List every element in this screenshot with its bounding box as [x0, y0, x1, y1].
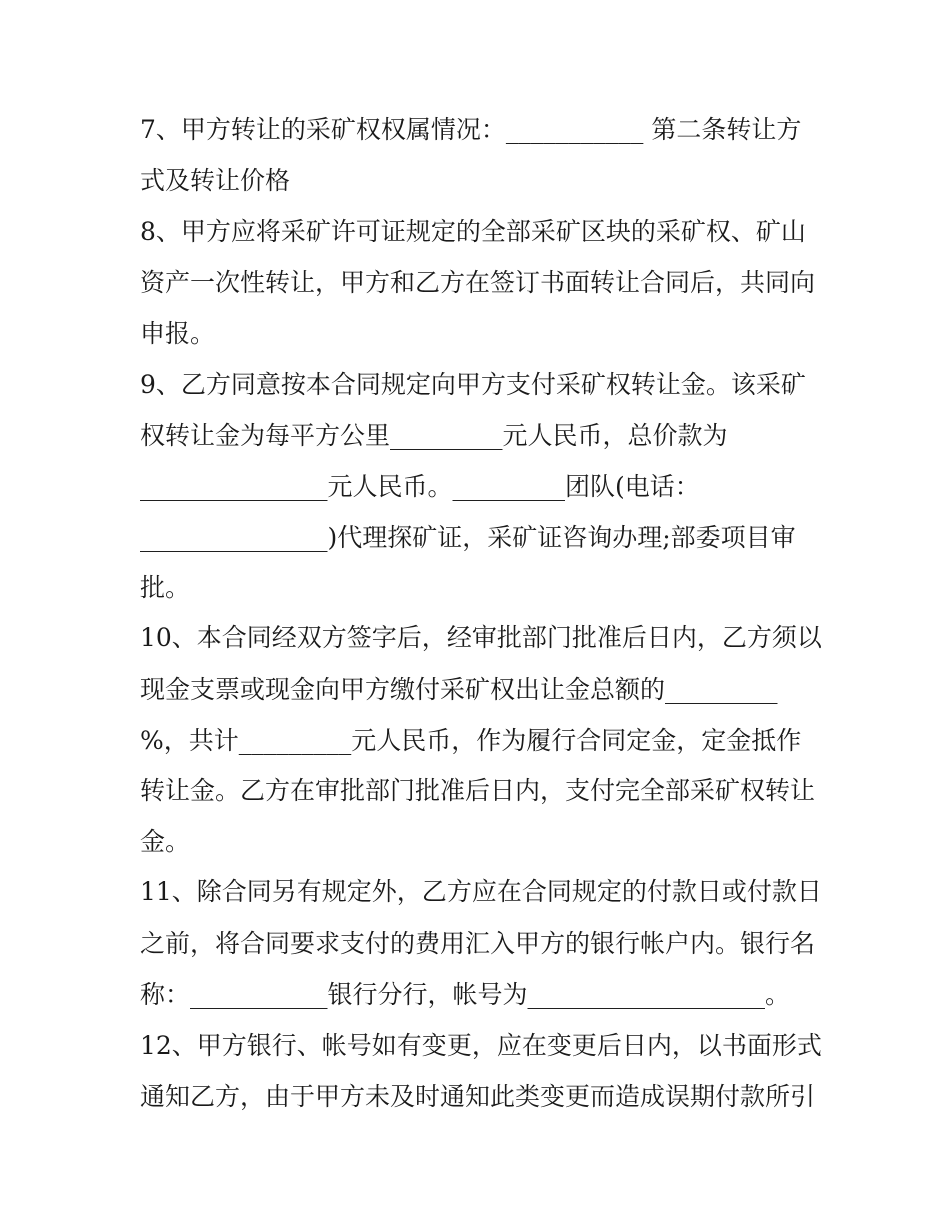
- text-line: 9、乙方同意按本合同规定向甲方支付采矿权转让金。该采矿: [140, 370, 806, 399]
- text-line: 11、除合同另有规定外，乙方应在合同规定的付款日或付款日: [140, 877, 822, 906]
- text-line: 7、甲方转让的采矿权权属情况：___________ 第二条转让方: [140, 115, 802, 144]
- text-line: 10、本合同经双方签字后，经审批部门批准后日内，乙方须以: [140, 623, 822, 652]
- text-line: 资产一次性转让，甲方和乙方在签订书面转让合同后，共同向: [140, 268, 816, 297]
- text-line: 8、甲方应将采矿许可证规定的全部采矿区块的采矿权、矿山: [140, 217, 806, 246]
- text-line: _______________)代理探矿证，采矿证咨询办理;部委项目审: [140, 523, 796, 552]
- text-line: 申报。: [140, 319, 216, 348]
- text-line: 式及转让价格: [140, 166, 291, 195]
- text-line: 12、甲方银行、帐号如有变更，应在变更后日内，以书面形式: [140, 1031, 822, 1060]
- text-line: %，共计_________元人民币，作为履行合同定金，定金抵作: [140, 726, 802, 755]
- text-line: 通知乙方，由于甲方未及时通知此类变更而造成误期付款所引: [140, 1082, 816, 1111]
- text-line: 现金支票或现金向甲方缴付采矿权出让金总额的_________: [140, 675, 778, 704]
- text-line: 权转让金为每平方公里_________元人民币，总价款为: [140, 421, 728, 450]
- text-line: 称：___________银行分行，帐号为___________________。: [140, 980, 791, 1009]
- text-line: 批。: [140, 573, 191, 602]
- text-line: 转让金。乙方在审批部门批准后日内，支付完全部采矿权转让: [140, 776, 816, 805]
- text-line: _______________元人民币。_________团队(电话：: [140, 472, 700, 501]
- text-line: 金。: [140, 827, 191, 856]
- text-line: 之前，将合同要求支付的费用汇入甲方的银行帐户内。银行名: [140, 929, 816, 958]
